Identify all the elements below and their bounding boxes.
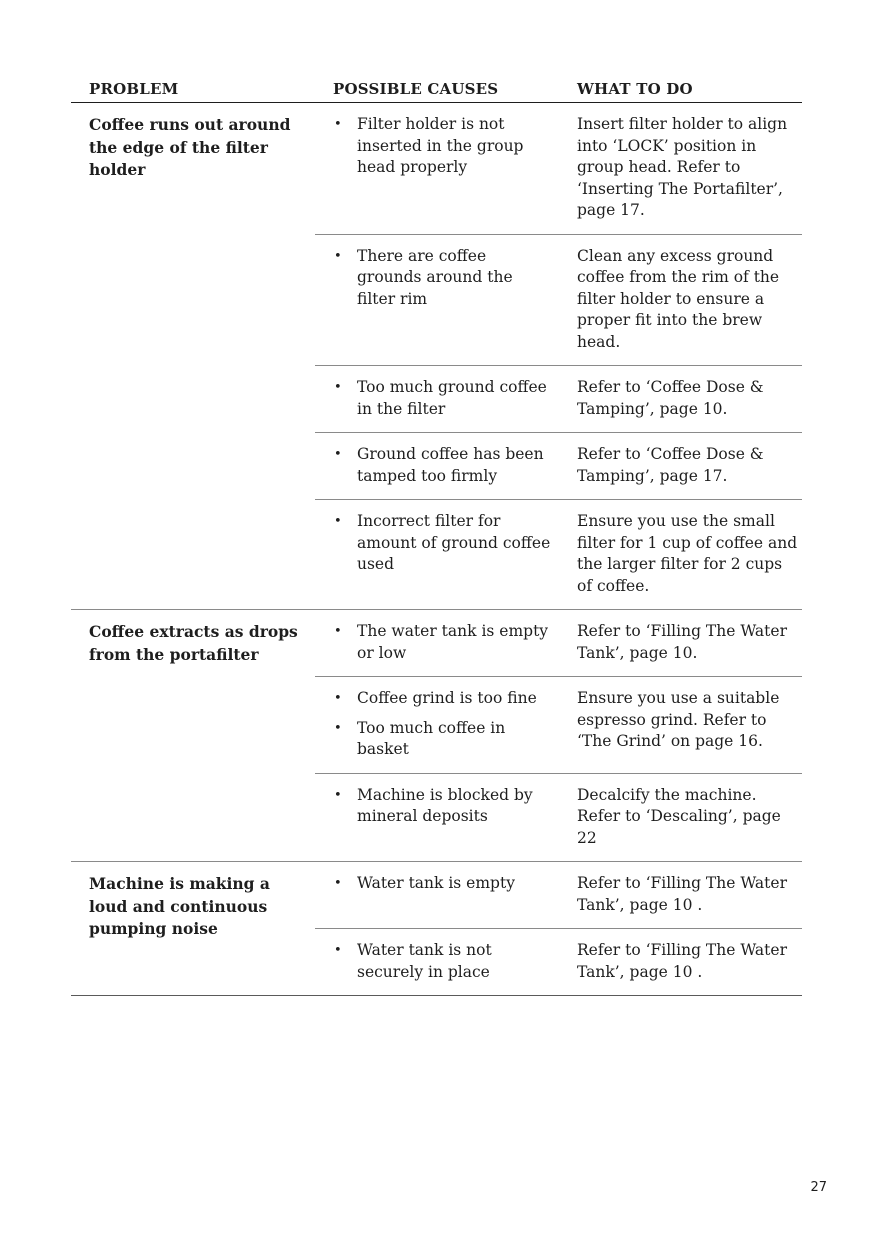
cause-rows (315, 610, 802, 861)
table-row (315, 433, 802, 500)
what-to-do-cell: Refer to ‘Coffee Dose & Tamping’, page 10. (577, 378, 764, 418)
cause-text: Coffee grind is too fine (357, 689, 537, 707)
cause-item (315, 114, 560, 179)
possible-causes-cell (315, 774, 560, 862)
problem-text: Machine is making a loud and continuous pumping noise (89, 874, 270, 938)
table-row (315, 677, 802, 774)
bullet-icon: • (334, 380, 342, 395)
bullet-icon: • (334, 720, 342, 736)
bullet-icon: • (334, 624, 342, 639)
cause-text: There are coffee grounds around the filter rim (357, 246, 513, 308)
problem-group (71, 862, 802, 996)
cause-item (315, 444, 560, 487)
cause-item (315, 511, 560, 576)
cause-text: Filter holder is not inserted in the group head properly (357, 115, 524, 176)
possible-causes-cell (315, 433, 560, 499)
bullet-icon: • (334, 876, 342, 891)
cause-item (315, 246, 560, 311)
bullet-icon: • (334, 117, 342, 132)
what-to-do-cell: Ensure you use a suitable espresso grind. Refer to ‘The Grind’ on page 16. (577, 689, 780, 750)
table-row (315, 774, 802, 862)
possible-causes-cell (315, 862, 560, 928)
what-to-do-cell: Refer to ‘Coffee Dose & Tamping’, page 17. (577, 445, 764, 485)
cause-text: Ground coffee has been tamped too firmly (357, 445, 544, 485)
table-row (315, 929, 802, 995)
problem-text: Coffee runs out around the edge of the filter holder (89, 115, 291, 179)
cause-text: Water tank is empty (357, 874, 515, 892)
problem-group (71, 103, 802, 610)
troubleshooting-table (71, 103, 802, 996)
table-row (315, 862, 802, 929)
cause-text: Incorrect filter for amount of ground coffee used (357, 512, 551, 573)
bullet-icon: • (334, 447, 342, 462)
table-row (315, 500, 802, 609)
possible-causes-cell (315, 929, 560, 995)
table-header (71, 78, 802, 103)
bullet-icon: • (334, 248, 342, 264)
possible-causes-cell (315, 235, 560, 366)
what-to-do-cell: Ensure you use the small filter for 1 cup of coffee and the larger filter for 2 cups of coffee. (577, 512, 798, 595)
cause-item (315, 718, 560, 761)
cause-item (315, 873, 560, 895)
cause-rows (315, 103, 802, 609)
cause-text: Too much coffee in basket (357, 718, 506, 758)
header-problem: PROBLEM (89, 80, 179, 98)
cause-text: Too much ground coffee in the filter (357, 378, 547, 418)
page-number: 27 (810, 1180, 827, 1195)
header-possible-causes: POSSIBLE CAUSES (333, 80, 499, 98)
what-to-do-cell: Decalcify the machine. Refer to ‘Descaling’, page 22 (577, 785, 781, 847)
bullet-icon: • (334, 514, 342, 529)
what-to-do-cell: Refer to ‘Filling The Water Tank’, page 10 . (577, 941, 787, 981)
cause-text: The water tank is empty or low (357, 622, 549, 662)
possible-causes-cell (315, 103, 560, 234)
cause-item (315, 785, 560, 828)
table-row (315, 103, 802, 235)
cause-item (315, 688, 560, 710)
cause-rows (315, 862, 802, 995)
table-row (315, 610, 802, 677)
what-to-do-cell: Refer to ‘Filling The Water Tank’, page 10. (577, 622, 787, 662)
bullet-icon: • (334, 787, 342, 803)
table-row (315, 366, 802, 433)
problem-group (71, 610, 802, 862)
what-to-do-cell: Clean any excess ground coffee from the rim of the filter holder to ensure a proper fit into the brew head. (577, 246, 780, 351)
cause-item (315, 940, 560, 983)
header-what-to-do: WHAT TO DO (577, 80, 693, 98)
possible-causes-cell (315, 500, 560, 609)
bullet-icon: • (334, 691, 342, 706)
what-to-do-cell: Refer to ‘Filling The Water Tank’, page 10 . (577, 874, 787, 914)
bullet-icon: • (334, 943, 342, 958)
possible-causes-cell (315, 677, 560, 773)
cause-text: Water tank is not securely in place (357, 941, 492, 981)
cause-item (315, 621, 560, 664)
cause-text: Machine is blocked by mineral deposits (357, 785, 533, 825)
problem-text: Coffee extracts as drops from the portafilter (89, 622, 298, 664)
possible-causes-cell (315, 610, 560, 676)
possible-causes-cell (315, 366, 560, 432)
what-to-do-cell: Insert filter holder to align into ‘LOCK’ position in group head. Refer to ‘Inserting The Portafilter’, page 17. (577, 115, 788, 219)
table-row (315, 235, 802, 367)
cause-item (315, 377, 560, 420)
